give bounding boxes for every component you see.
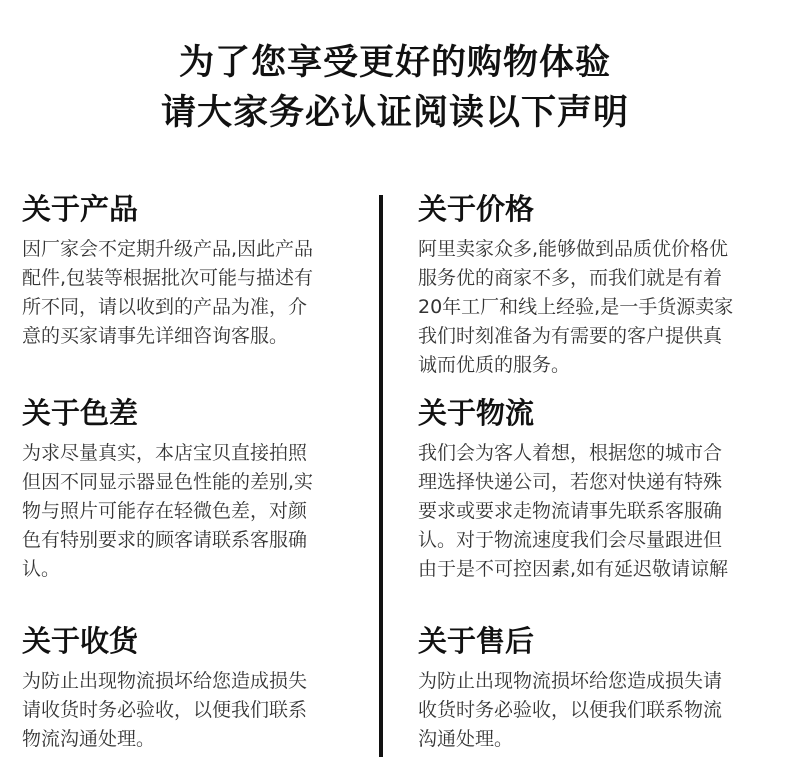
- section-heading: 关于色差: [22, 396, 139, 430]
- section-after-sales: [418, 623, 758, 754]
- title-line-1: 为了您享受更好的购物体验: [178, 43, 611, 83]
- page-title: [0, 38, 790, 138]
- section-heading: 关于物流: [418, 396, 535, 430]
- title-line-2: 请大家务必认证阅读以下声明: [160, 93, 629, 133]
- section-price: [418, 191, 758, 380]
- body-line: 为求尽量真实，本店宝贝直接拍照: [22, 442, 308, 464]
- body-line: 我们时刻准备为有需要的客户提供真: [418, 325, 723, 347]
- body-line: 诚而优质的服务。: [418, 354, 571, 376]
- section-body: [418, 235, 758, 380]
- body-line: 认。: [22, 558, 61, 580]
- section-heading: 关于收货: [22, 624, 139, 658]
- body-line: 因厂家会不定期升级产品,因此产品: [22, 238, 314, 260]
- body-line: 物与照片可能存在轻微色差，对颜: [22, 500, 308, 522]
- body-line: 请收货时务必验收，以便我们联系: [22, 699, 308, 721]
- body-line: 阿里卖家众多,能够做到品质优价格优: [418, 238, 729, 260]
- body-line: 要求或要求走物流请事先联系客服确: [418, 500, 723, 522]
- body-line: 但因不同显示器显色性能的差别,实: [22, 471, 314, 493]
- section-receipt: [22, 623, 362, 754]
- section-body: [418, 667, 758, 754]
- section-product: [22, 191, 362, 351]
- section-body: [418, 439, 758, 584]
- body-line: 沟通处理。: [418, 728, 514, 750]
- section-color-difference: [22, 395, 362, 584]
- body-line: 为防止出现物流损坏给您造成损失请: [418, 670, 723, 692]
- body-line: 色有特别要求的顾客请联系客服确: [22, 529, 308, 551]
- body-line: 理选择快递公司，若您对快递有特殊: [418, 471, 723, 493]
- section-heading: 关于价格: [418, 192, 535, 226]
- body-line: 意的买家请事先详细咨询客服。: [22, 325, 289, 347]
- section-body: [22, 667, 362, 754]
- body-line: 由于是不可控因素,如有延迟敬请谅解: [418, 558, 729, 580]
- section-body: [22, 439, 362, 584]
- section-logistics: [418, 395, 758, 584]
- body-line: 物流沟通处理。: [22, 728, 156, 750]
- section-heading: 关于产品: [22, 192, 139, 226]
- body-line: 认。对于物流速度我们会尽量跟进但: [418, 529, 723, 551]
- body-line: 服务优的商家不多，而我们就是有着: [418, 267, 723, 289]
- body-line: 收货时务必验收，以便我们联系物流: [418, 699, 723, 721]
- body-line: 配件,包装等根据批次可能与描述有: [22, 267, 314, 289]
- section-heading: 关于售后: [418, 624, 535, 658]
- body-line: 所不同，请以收到的产品为准，介: [22, 296, 308, 318]
- section-body: [22, 235, 362, 351]
- body-line: 我们会为客人着想，根据您的城市合: [418, 442, 723, 464]
- body-line: 20年工厂和线上经验,是一手货源卖家: [418, 296, 734, 318]
- column-divider: [379, 195, 383, 757]
- body-line: 为防止出现物流损坏给您造成损失: [22, 670, 308, 692]
